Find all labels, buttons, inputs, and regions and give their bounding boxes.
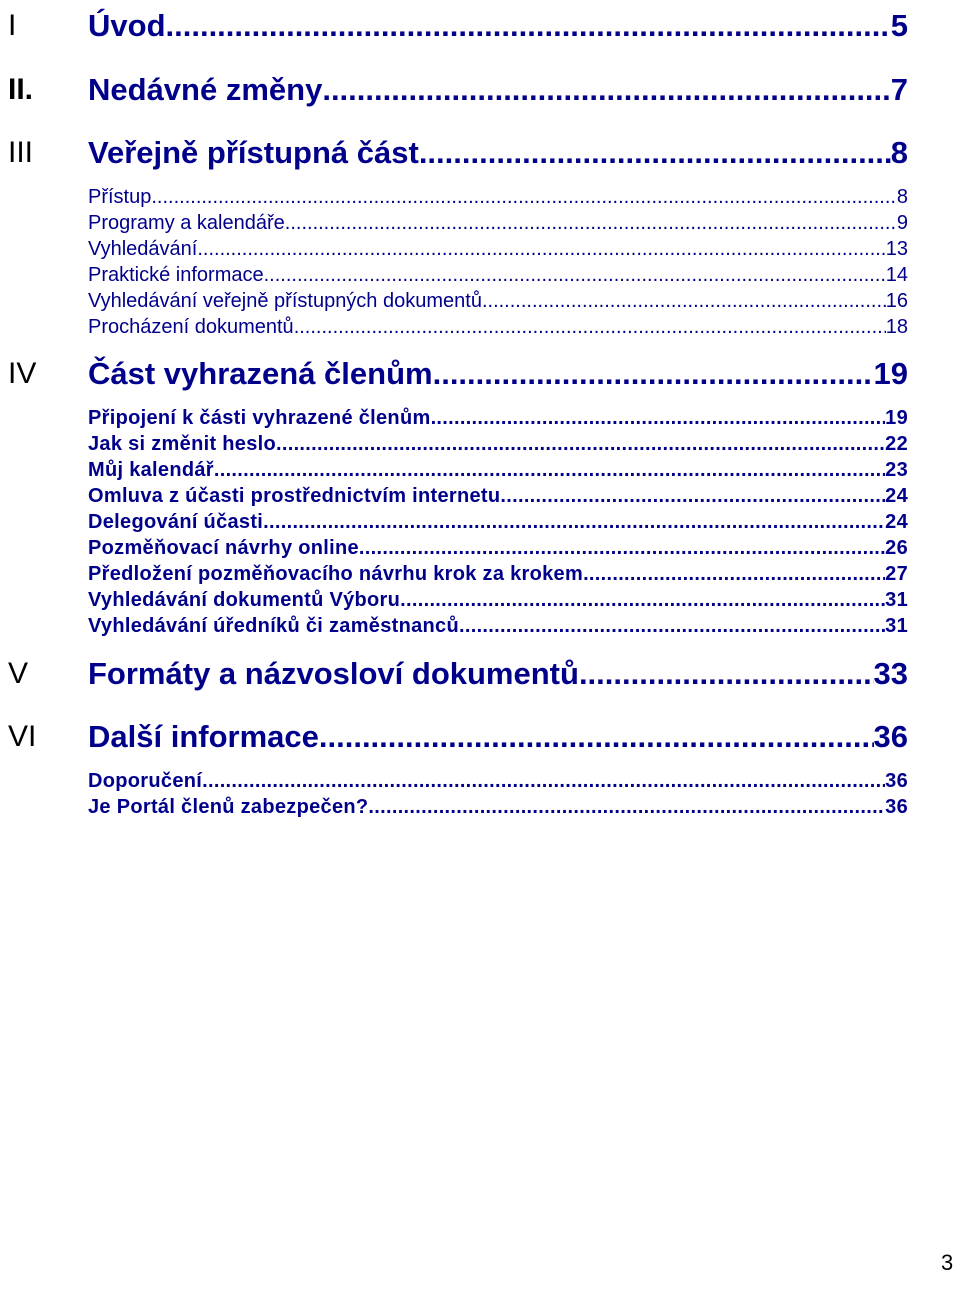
section-title: Předložení pozměňovacího návrhu krok za krokem [88, 563, 584, 585]
toc-section-entry[interactable] [88, 613, 908, 639]
dot-leader [482, 288, 886, 314]
toc-section-entry[interactable] [88, 535, 908, 561]
toc-chapter-entry[interactable] [88, 654, 908, 694]
chapter-title: Úvod [88, 8, 166, 43]
section-title: Delegování účasti [88, 511, 264, 533]
section-title: Pozměňovací návrhy online [88, 537, 359, 559]
section-title: Můj kalendář [88, 459, 214, 481]
toc-chapter-entry[interactable] [88, 70, 908, 110]
chapter-numeral: I [8, 9, 17, 42]
section-page-number: 36 [885, 770, 908, 792]
toc-section-entry[interactable] [88, 405, 908, 431]
section-title: Vyhledávání dokumentů Výboru [88, 589, 401, 611]
section-page-number: 22 [885, 433, 908, 455]
chapter-page-number: 33 [873, 656, 908, 691]
dot-leader [202, 768, 885, 794]
toc-chapter-entry[interactable] [88, 133, 908, 173]
dot-leader [151, 184, 897, 210]
dot-leader [214, 457, 885, 483]
toc-section-entry[interactable] [88, 587, 908, 613]
toc-section-entry[interactable] [88, 509, 908, 535]
section-title: Programy a kalendáře [88, 212, 285, 234]
section-page-number: 14 [885, 264, 908, 286]
section-title: Připojení k části vyhrazené členům [88, 407, 431, 429]
chapter-numeral: IV [8, 357, 37, 390]
section-title: Jak si změnit heslo [88, 433, 276, 455]
toc-section-entry[interactable] [88, 794, 908, 820]
dot-leader [459, 613, 885, 639]
dot-leader [400, 587, 885, 613]
section-page-number: 36 [885, 796, 908, 818]
chapter-numeral: VI [8, 720, 37, 753]
chapter-title: Veřejně přístupná část [88, 135, 419, 170]
toc-section-entry[interactable] [88, 561, 908, 587]
toc-chapter-entry[interactable] [88, 6, 908, 46]
section-title: Přístup [88, 186, 152, 208]
section-page-number: 23 [885, 459, 908, 481]
toc-section-entry[interactable] [88, 288, 908, 314]
section-title: Doporučení [88, 770, 203, 792]
chapter-numeral: V [8, 657, 29, 690]
chapter-page-number: 5 [890, 8, 908, 43]
dot-leader [433, 354, 874, 394]
section-title: Omluva z účasti prostřednictvím internetu [88, 485, 501, 507]
chapter-page-number: 36 [873, 719, 908, 754]
dot-leader [579, 654, 874, 694]
page-number: 3 [941, 1250, 954, 1275]
toc-section-entry[interactable] [88, 184, 908, 210]
toc-chapter-entry[interactable] [88, 354, 908, 394]
dot-leader [419, 133, 891, 173]
toc-section-entry[interactable] [88, 262, 908, 288]
section-title: Vyhledávání [88, 238, 198, 260]
dot-leader [431, 405, 886, 431]
section-page-number: 26 [885, 537, 908, 559]
dot-leader [285, 210, 897, 236]
dot-leader [583, 561, 885, 587]
dot-leader [276, 431, 885, 457]
dot-leader [294, 314, 886, 340]
section-page-number: 27 [885, 563, 908, 585]
toc-chapter-entry[interactable] [88, 717, 908, 757]
section-title: Praktické informace [88, 264, 264, 286]
toc-section-entry[interactable] [88, 768, 908, 794]
chapter-page-number: 19 [873, 356, 908, 391]
dot-leader [322, 70, 890, 110]
dot-leader [359, 535, 885, 561]
section-page-number: 24 [885, 485, 908, 507]
toc-section-entry[interactable] [88, 457, 908, 483]
toc-section-entry[interactable] [88, 314, 908, 340]
section-title: Vyhledávání úředníků či zaměstnanců [88, 615, 459, 637]
section-page-number: 18 [885, 316, 908, 338]
section-title: Vyhledávání veřejně přístupných dokumentů [88, 290, 482, 312]
toc-section-entry[interactable] [88, 431, 908, 457]
section-page-number: 31 [885, 589, 908, 611]
chapter-title: Další informace [88, 719, 319, 754]
toc-section-entry[interactable] [88, 483, 908, 509]
chapter-numeral: III [8, 136, 34, 169]
dot-leader [197, 236, 885, 262]
section-page-number: 31 [885, 615, 908, 637]
section-page-number: 24 [885, 511, 908, 533]
section-title: Je Portál členů zabezpečen? [88, 796, 369, 818]
section-page-number: 13 [885, 238, 908, 260]
section-title: Procházení dokumentů [88, 316, 294, 338]
chapter-title: Nedávné změny [88, 72, 323, 107]
dot-leader [368, 794, 885, 820]
section-page-number: 8 [896, 186, 908, 208]
toc-section-entry[interactable] [88, 236, 908, 262]
section-page-number: 9 [896, 212, 908, 234]
toc-section-entry[interactable] [88, 210, 908, 236]
section-page-number: 19 [885, 407, 908, 429]
dot-leader [319, 717, 874, 757]
dot-leader [166, 6, 891, 46]
chapter-page-number: 8 [890, 135, 908, 170]
dot-leader [500, 483, 885, 509]
dot-leader [264, 262, 886, 288]
chapter-numeral: II. [8, 73, 34, 106]
dot-leader [263, 509, 885, 535]
section-page-number: 16 [885, 290, 908, 312]
chapter-title: Část vyhrazená členům [88, 356, 433, 391]
chapter-page-number: 7 [890, 72, 908, 107]
chapter-title: Formáty a názvosloví dokumentů [88, 656, 579, 691]
